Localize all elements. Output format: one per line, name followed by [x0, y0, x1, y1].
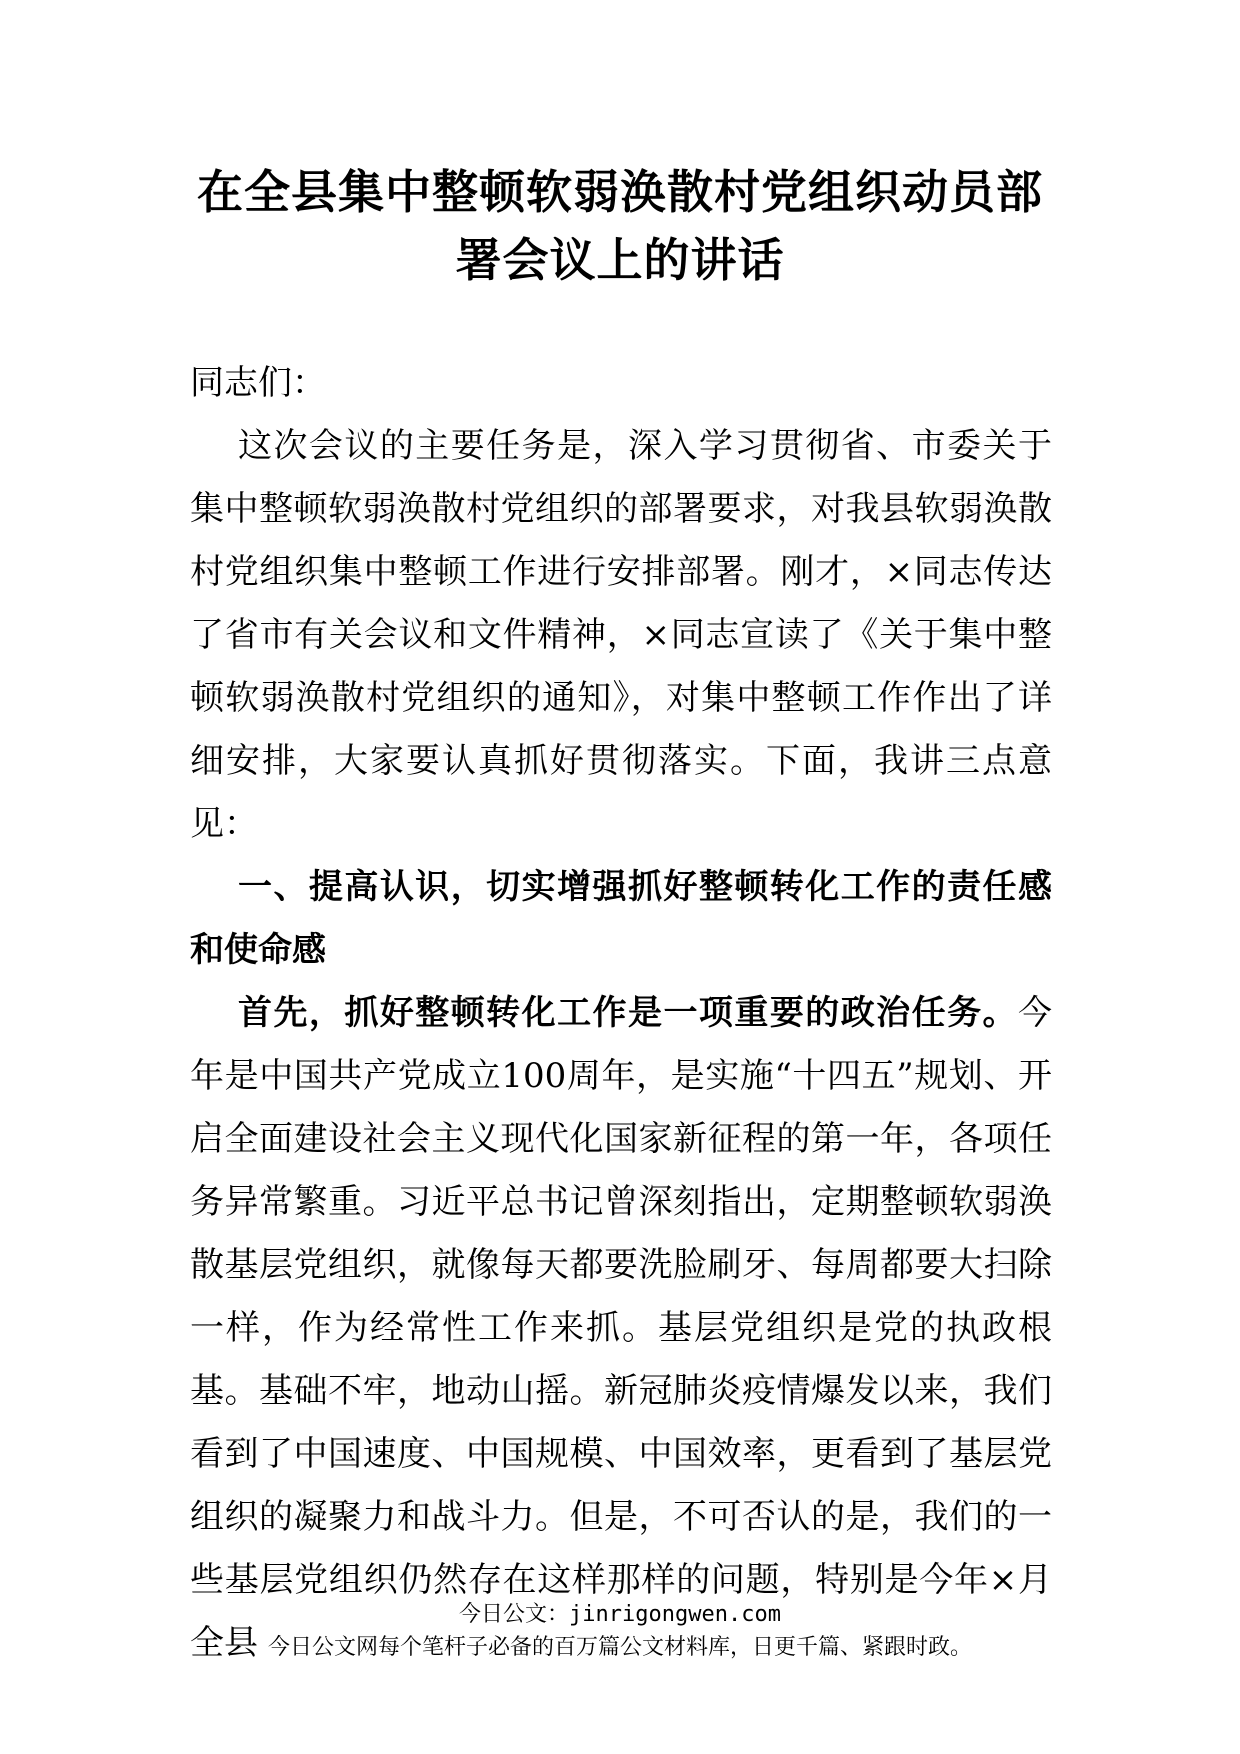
title-line-2: 署会议上的讲话 — [455, 233, 785, 287]
paragraph-1-text: 今年是中国共产党成立100周年，是实施“十四五”规划、开启全面建设社会主义现代化国家新征程的第一年，各项任务异常繁重。习近平总书记曾深刻指出，定期整顿软弱涣散基层党组织，就像每天都要洗脸刷牙、每周都要大扫除一样，作为经常性工作来抓。基层党组织是党的执政根基。基础不牢，地动山摇。新冠肺炎疫情爆发以来，我们看到了中国速度、中国规模、中国效率，更看到了基层党组织的凝聚力和战斗力。但是，不可否认的是，我们的一些基层党组织仍然存在这样那样的问题，特别是今年×月全县 — [190, 993, 1052, 1663]
footer-site — [0, 1600, 1240, 1630]
salutation: 同志们： — [190, 363, 326, 403]
page-title — [150, 158, 1090, 294]
section-1-heading: 一、提高认识，切实增强抓好整顿转化工作的责任感和使命感 — [190, 867, 1052, 970]
paragraph-1 — [190, 982, 1052, 1675]
footer-site-url[interactable]: jinrigongwen.com — [569, 1602, 781, 1627]
footer-slogan: 今日公文网每个笔杆子必备的百万篇公文材料库，日更千篇、紧跟时政。 — [267, 1635, 972, 1660]
speech-body — [190, 352, 1052, 1675]
paragraph-1-lead: 首先，抓好整顿转化工作是一项重要的政治任务。 — [238, 993, 1018, 1033]
footer-site-label: 今日公文： — [459, 1602, 570, 1627]
intro-paragraph: 这次会议的主要任务是，深入学习贯彻省、市委关于集中整顿软弱涣散村党组织的部署要求，对我县软弱涣散村党组织集中整顿工作进行安排部署。刚才，×同志传达了省市有关会议和文件精神，×同志宣读了《关于集中整顿软弱涣散村党组织的通知》，对集中整顿工作作出了详细安排，大家要认真抓好贯彻落实。下面，我讲三点意见： — [190, 426, 1052, 844]
title-line-1: 在全县集中整顿软弱涣散村党组织动员部 — [197, 165, 1043, 219]
